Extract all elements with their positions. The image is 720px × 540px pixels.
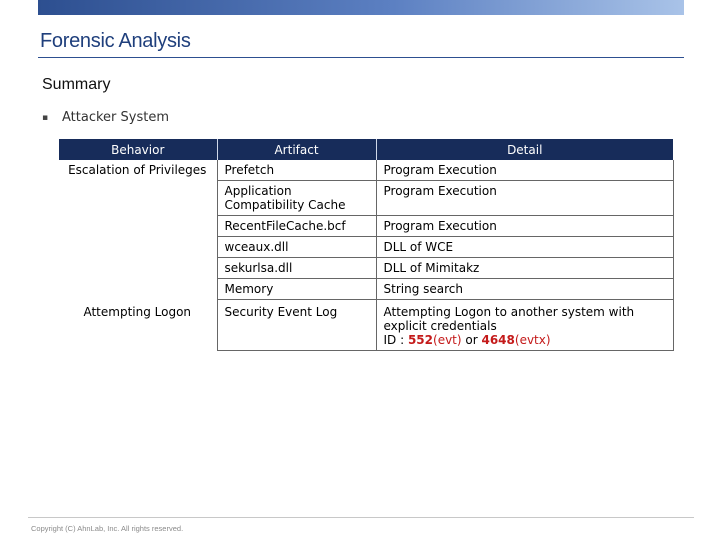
artifact-cell: Prefetch [217, 160, 376, 181]
detail-cell: Program Execution [376, 160, 673, 181]
bullet-label: Attacker System [62, 110, 169, 125]
header-behavior: Behavior [59, 139, 217, 160]
artifact-cell: RecentFileCache.bcf [217, 216, 376, 237]
detail-cell [376, 300, 673, 351]
event-id-4648-type: (evtx) [514, 333, 551, 347]
table-row [59, 300, 673, 351]
bullet-item [42, 110, 169, 125]
detail-cell: String search [376, 279, 673, 300]
table-row [59, 160, 673, 181]
footer-divider [28, 517, 694, 518]
copyright-footer: Copyright (C) AhnLab, Inc. All rights reserved. [31, 524, 184, 533]
artifact-cell: Memory [217, 279, 376, 300]
detail-cell: Program Execution [376, 216, 673, 237]
artifact-cell: sekurlsa.dll [217, 258, 376, 279]
table-header-row [59, 139, 673, 160]
detail-id-prefix: ID : [383, 333, 408, 347]
artifact-cell: wceaux.dll [217, 237, 376, 258]
title-divider [38, 57, 684, 58]
detail-cell: DLL of Mimitakz [376, 258, 673, 279]
header-detail: Detail [376, 139, 673, 160]
bullet-dot-icon: ▪ [42, 112, 49, 123]
top-decorative-bar [38, 0, 684, 15]
behavior-cell: Attempting Logon [59, 300, 217, 351]
detail-or: or [461, 333, 482, 347]
detail-cell: DLL of WCE [376, 237, 673, 258]
artifact-cell: Application Compatibility Cache [217, 181, 376, 216]
detail-cell: Program Execution [376, 181, 673, 216]
artifact-table [59, 139, 674, 351]
behavior-cell: Escalation of Privileges [59, 160, 217, 300]
event-id-4648: 4648 [481, 333, 515, 347]
artifact-cell: Security Event Log [217, 300, 376, 351]
page-title: Forensic Analysis [40, 30, 191, 52]
section-subtitle: Summary [42, 76, 111, 93]
event-id-552: 552 [407, 333, 434, 347]
detail-description: Attempting Logon to another system with explicit credentials [383, 305, 635, 333]
event-id-552-type: (evt) [433, 333, 462, 347]
header-artifact: Artifact [217, 139, 376, 160]
